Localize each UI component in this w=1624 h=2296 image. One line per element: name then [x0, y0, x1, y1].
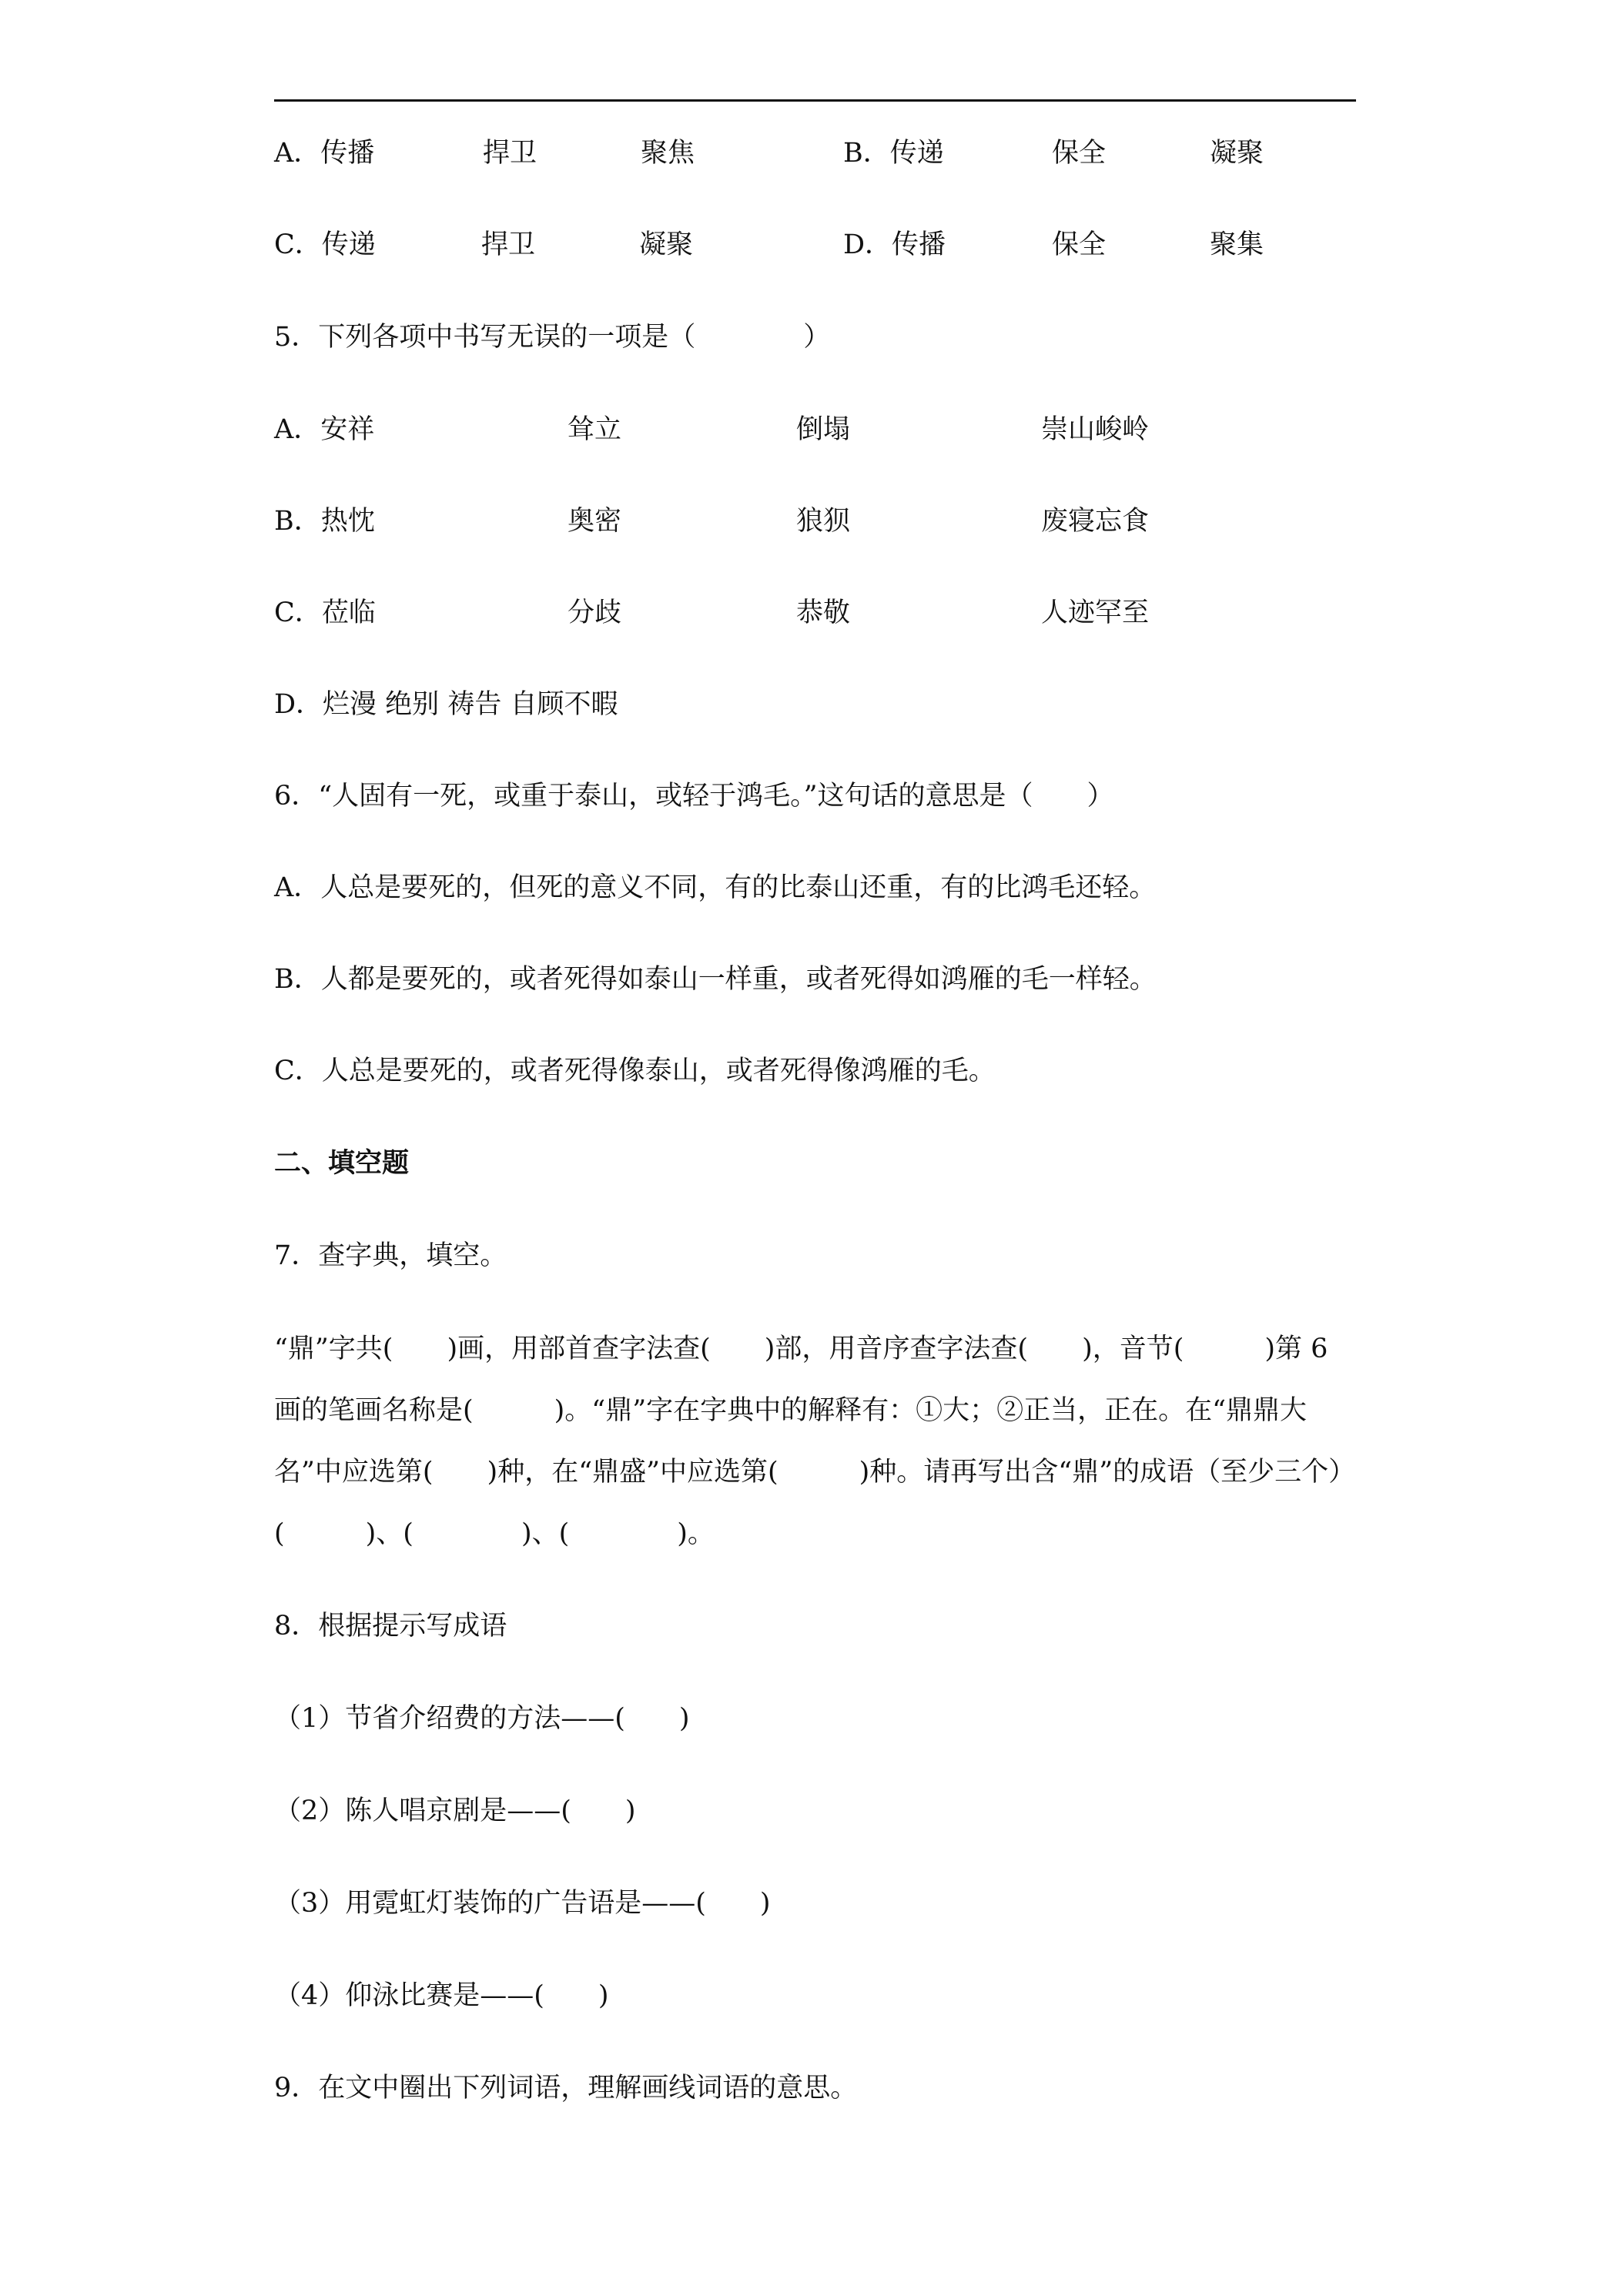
q5-option-c-word4: 人迹罕至	[1041, 597, 1150, 628]
q7-paragraph-line-2: 画的笔画名称是( )。“鼎”字在字典中的解释有：①大；②正当，正在。在“鼎鼎大	[274, 1395, 1307, 1426]
q5-option-d: D．烂漫 绝别 祷告 自顾不暇	[274, 689, 618, 720]
q5-option-b-label: B．热忱	[274, 506, 375, 537]
q8-item-3: （3）用霓虹灯装饰的广告语是——( )	[274, 1888, 771, 1919]
q5-option-c-word2: 分歧	[568, 597, 622, 628]
q5-option-a-word2: 耸立	[568, 414, 622, 445]
q4-option-b-word2: 保全	[1052, 138, 1107, 169]
q7-paragraph-line-1: “鼎”字共( )画，用部首查字法查( )部，用音序查字法查( )，音节( )第 6	[274, 1334, 1328, 1364]
q4-option-a-word2: 捍卫	[483, 138, 537, 169]
q8-item-1: （1）节省介绍费的方法——( )	[274, 1703, 690, 1734]
section-heading-fill-blank: 二、填空题	[274, 1148, 410, 1179]
q5-option-a-word3: 倒塌	[796, 414, 851, 445]
q8-item-4: （4）仰泳比赛是——( )	[274, 1980, 609, 2011]
q5-option-a-word4: 崇山峻岭	[1041, 414, 1150, 445]
q4-option-c-word3: 凝聚	[639, 229, 694, 260]
q4-option-c-word2: 捍卫	[481, 229, 536, 260]
q6-option-b: B．人都是要死的，或者死得如泰山一样重，或者死得如鸿雁的毛一样轻。	[274, 964, 1157, 995]
q5-option-b-word3: 狼狈	[796, 506, 851, 537]
q4-option-d-word2: 保全	[1052, 229, 1107, 260]
q4-option-b-label: B．传递	[843, 138, 944, 169]
q5-option-b-word4: 废寝忘食	[1041, 506, 1150, 537]
q4-option-b-word3: 凝聚	[1210, 138, 1264, 169]
q7-stem: 7．查字典，填空。	[274, 1240, 507, 1271]
q5-stem: 5．下列各项中书写无误的一项是（ ）	[274, 322, 831, 353]
q5-option-c-word3: 恭敬	[796, 597, 851, 628]
q6-option-a: A．人总是要死的，但死的意义不同，有的比泰山还重，有的比鸿毛还轻。	[274, 872, 1157, 903]
q4-option-d-word3: 聚集	[1210, 229, 1264, 260]
q5-option-b-word2: 奥密	[568, 506, 622, 537]
q5-option-c-label: C．莅临	[274, 597, 376, 628]
q8-item-2: （2）陈人唱京剧是——( )	[274, 1796, 636, 1826]
q4-option-c-label: C．传递	[274, 229, 376, 260]
top-rule	[274, 99, 1356, 102]
q5-option-a-label: A．安祥	[274, 414, 375, 445]
q7-paragraph-line-3: 名”中应选第( )种，在“鼎盛”中应选第( )种。请再写出含“鼎”的成语（至少三个）	[274, 1457, 1356, 1488]
q6-option-c: C．人总是要死的，或者死得像泰山，或者死得像鸿雁的毛。	[274, 1056, 996, 1086]
q9-stem: 9．在文中圈出下列词语，理解画线词语的意思。	[274, 2073, 858, 2104]
q4-option-a-word3: 聚焦	[641, 138, 695, 169]
q8-stem: 8．根据提示写成语	[274, 1611, 507, 1642]
q6-stem: 6．“人固有一死，或重于泰山，或轻于鸿毛。”这句话的意思是（ ）	[274, 781, 1114, 812]
q4-option-a-label: A．传播	[274, 138, 375, 169]
q4-option-d-label: D．传播	[843, 229, 946, 260]
q7-paragraph-line-4: ( )、( )、( )。	[274, 1518, 715, 1549]
